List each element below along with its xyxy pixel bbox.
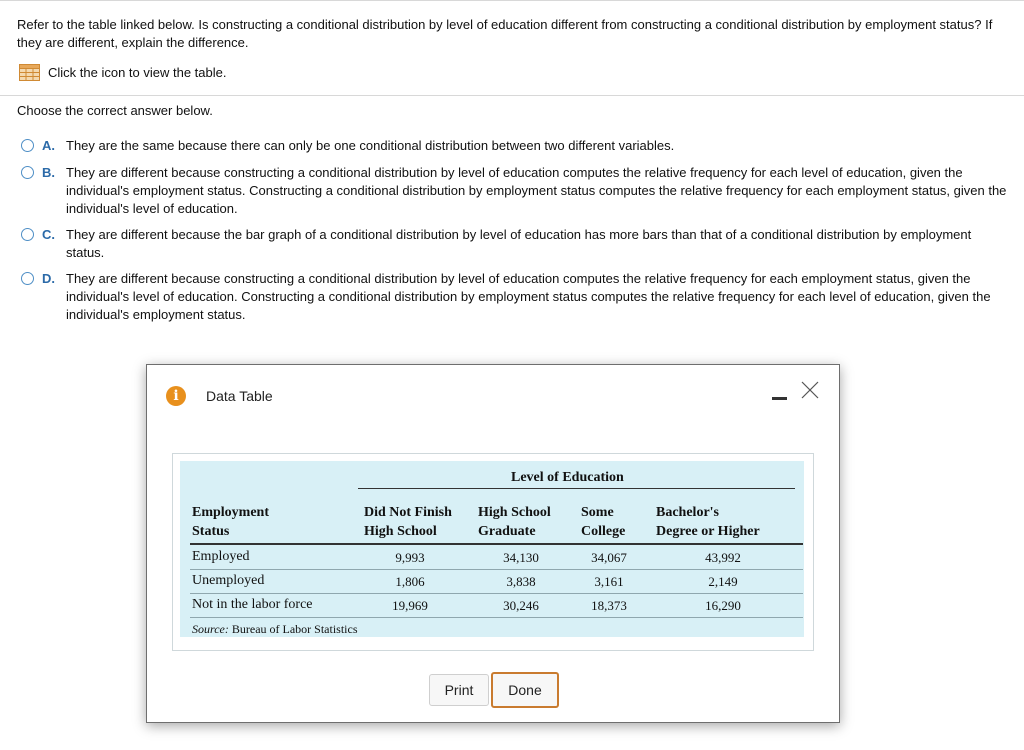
option-letter: C. bbox=[42, 227, 55, 242]
table-cell: 34,067 bbox=[591, 550, 627, 565]
option-letter: B. bbox=[42, 165, 55, 180]
radio-button-b[interactable] bbox=[21, 166, 34, 179]
radio-button-d[interactable] bbox=[21, 272, 34, 285]
view-table-link[interactable] bbox=[19, 64, 226, 81]
table-cell: 3,161 bbox=[594, 574, 624, 589]
column-header-1-line-1: Did Not Finish bbox=[364, 505, 452, 520]
column-header-1-line-2: High School bbox=[364, 524, 437, 539]
data-table-dialog bbox=[146, 364, 840, 723]
table-icon[interactable] bbox=[19, 64, 40, 81]
table-cell: 9,993 bbox=[395, 550, 425, 565]
top-divider bbox=[0, 0, 1024, 1]
row-divider bbox=[190, 593, 803, 594]
column-header-2-line-2: Graduate bbox=[478, 524, 536, 539]
row-divider bbox=[190, 569, 803, 570]
view-table-label[interactable]: Click the icon to view the table. bbox=[48, 65, 227, 80]
group-header-rule bbox=[358, 488, 795, 489]
table-cell: 19,969 bbox=[392, 598, 428, 613]
column-header-3-line-2: College bbox=[581, 524, 626, 539]
option-text: They are different because constructing a conditional distribution by level of education computes the relative frequency for each level of education, given the individual's employment status. Constructing a conditional distribution by employment status computes the relative frequency for each employment status, given the individual's level of education. bbox=[66, 165, 1007, 216]
table-cell: 16,290 bbox=[705, 598, 741, 613]
question-text: Refer to the table linked below. Is constructing a conditional distribution by level of education different from constructing a conditional distribution by employment status? If they are different, explain the difference. bbox=[17, 17, 993, 50]
source-label: Source: bbox=[192, 622, 229, 636]
option-text: They are the same because there can only be one conditional distribution between two different variables. bbox=[66, 138, 675, 153]
table-source bbox=[192, 622, 358, 637]
row-label: Employed bbox=[192, 549, 250, 564]
option-letter: D. bbox=[42, 271, 55, 286]
radio-button-a[interactable] bbox=[21, 139, 34, 152]
option-letter: A. bbox=[42, 138, 55, 153]
source-text: Bureau of Labor Statistics bbox=[231, 622, 358, 636]
table-cell: 34,130 bbox=[503, 550, 539, 565]
row-header-line-1: Employment bbox=[192, 505, 269, 520]
section-divider bbox=[0, 95, 1024, 96]
column-header-3-line-1: Some bbox=[581, 505, 614, 520]
column-header-2-line-1: High School bbox=[478, 505, 551, 520]
close-icon[interactable] bbox=[799, 379, 821, 401]
table-cell: 2,149 bbox=[708, 574, 738, 589]
radio-button-c[interactable] bbox=[21, 228, 34, 241]
option-b[interactable] bbox=[21, 164, 1011, 218]
minimize-button[interactable] bbox=[771, 387, 791, 401]
header-rule bbox=[190, 543, 803, 545]
option-text: They are different because constructing a conditional distribution by level of education computes the relative frequency for each employment status, given the individual's level of education. Constructing a conditional distribution by employment status computes the relative frequency for each level of education, given the individual's employment status. bbox=[66, 271, 991, 322]
column-header-4-line-2: Degree or Higher bbox=[656, 524, 760, 539]
group-header: Level of Education bbox=[511, 470, 624, 485]
row-label: Not in the labor force bbox=[192, 597, 313, 612]
instruction-text: Choose the correct answer below. bbox=[17, 103, 213, 118]
done-button[interactable]: Done bbox=[491, 672, 559, 708]
table-cell: 43,992 bbox=[705, 550, 741, 565]
data-table bbox=[180, 461, 804, 637]
column-header-4-line-1: Bachelor's bbox=[656, 505, 719, 520]
row-header-line-2: Status bbox=[192, 524, 230, 539]
option-d[interactable] bbox=[21, 270, 1011, 324]
option-a[interactable] bbox=[21, 137, 1011, 155]
row-divider bbox=[190, 617, 803, 618]
dialog-title: Data Table bbox=[206, 388, 273, 404]
option-text: They are different because the bar graph of a conditional distribution by level of education has more bars than that of a conditional distribution by employment status. bbox=[66, 227, 972, 260]
data-table-frame bbox=[172, 453, 814, 651]
table-cell: 18,373 bbox=[591, 598, 627, 613]
table-cell: 3,838 bbox=[506, 574, 536, 589]
row-label: Unemployed bbox=[192, 573, 265, 588]
info-icon: i bbox=[166, 386, 186, 406]
option-c[interactable] bbox=[21, 226, 1011, 262]
print-button[interactable]: Print bbox=[429, 674, 489, 706]
table-cell: 30,246 bbox=[503, 598, 539, 613]
table-cell: 1,806 bbox=[395, 574, 425, 589]
